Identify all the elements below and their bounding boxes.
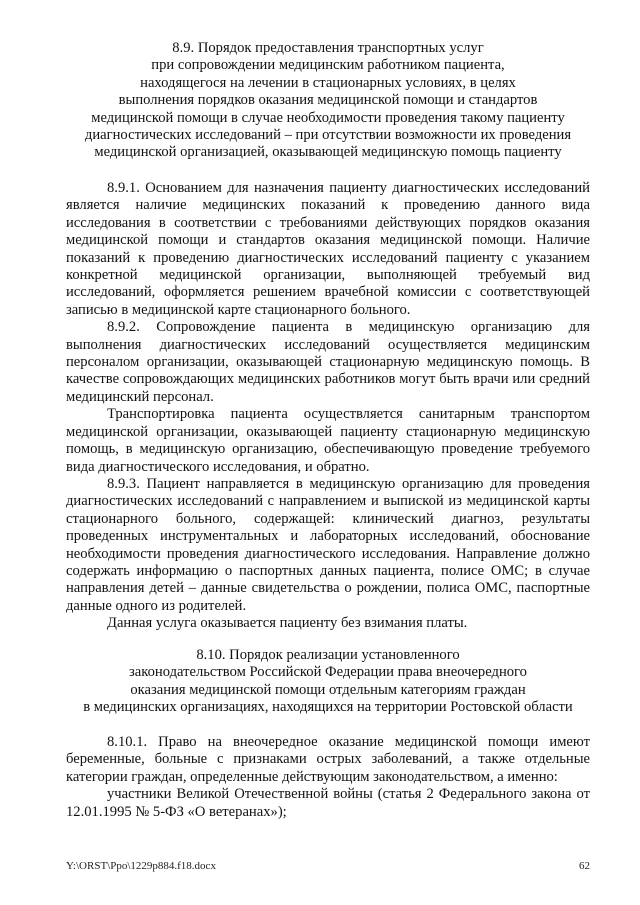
- paragraph-8-9-2: 8.9.2. Сопровождение пациента в медицинскую организацию для выполнения диагностических исследований осуществляется медицинским персоналом организации, оказывающей стационарную медицинскую помощь. В качестве сопровождающих медицинских работников могут быть врачи или средний медицинский персонал.: [66, 319, 590, 405]
- heading-line: оказания медицинской помощи отдельным категориям граждан: [130, 681, 526, 698]
- paragraph-8-9-3: 8.9.3. Пациент направляется в медицинскую организацию для проведения диагностических исследований с направлением и выпиской из медицинской карты стационарного больного, содержащей: клинический диагноз, результаты проведенных инструментальных и лабораторных исследований, обоснование необходимости проведения диагностического исследования. Направление должно содержать информацию о паспортных данных пациента, полисе ОМС; в случае направления детей – данные свидетельства о рождении, полиса ОМС, паспортные данные одного из родителей.: [66, 475, 590, 614]
- section-8-9-body: [66, 180, 590, 633]
- paragraph-free-service: Данная услуга оказывается пациенту без взимания платы.: [107, 615, 468, 632]
- paragraph-8-9-1: 8.9.1. Основанием для назначения пациенту диагностических исследований является наличие медицинских показаний к проведению данного вида исследования в соответствии с требованиями действующих порядков оказания медицинской помощи и стандартов оказания медицинской помощи. Наличие показаний к проведению диагностических исследований пациенту с указанием конкретной медицинской организации, выполняющей требуемый вид исследований, оформляется решением врачебной комиссии с соответствующей записью в медицинской карте стационарного больного.: [66, 180, 590, 318]
- heading-line: медицинской организацией, оказывающей медицинскую помощь пациенту: [94, 144, 562, 161]
- heading-line: 8.9. Порядок предоставления транспортных услуг: [172, 40, 484, 56]
- heading-line: диагностических исследований – при отсутствии возможности их проведения: [84, 127, 572, 144]
- section-8-10-body: [66, 734, 590, 821]
- heading-line: 8.10. Порядок реализации установленного: [196, 647, 460, 663]
- heading-line: при сопровождении медицинским работником пациента,: [151, 57, 505, 74]
- section-8-10-heading: [66, 647, 590, 717]
- page-number: 62: [579, 860, 590, 872]
- section-8-9-heading: [66, 40, 590, 162]
- page-footer: [66, 858, 590, 875]
- paragraph-veterans: участники Великой Отечественной войны (статья 2 Федерального закона от 12.01.1995 № 5-ФЗ «О ветеранах»);: [66, 786, 590, 820]
- heading-line: в медицинских организациях, находящихся на территории Ростовской области: [83, 699, 573, 716]
- heading-line: находящегося на лечении в стационарных условиях, в целях: [140, 74, 516, 91]
- heading-line: законодательством Российской Федерации права внеочередного: [129, 664, 527, 681]
- heading-line: выполнения порядков оказания медицинской помощи и стандартов: [118, 92, 538, 109]
- paragraph-8-10-1: 8.10.1. Право на внеочередное оказание медицинской помощи имеют беременные, больные с признаками острых заболеваний, а также отдельные категории граждан, определенные действующим законодательством, а именно:: [66, 734, 590, 785]
- heading-line: медицинской помощи в случае необходимости проведения такому пациенту: [91, 109, 565, 126]
- file-path: Y:\ORST\Ppo\1229p884.f18.docx: [66, 860, 216, 872]
- paragraph-transport: Транспортировка пациента осуществляется санитарным транспортом медицинской организации, оказывающей пациенту стационарную медицинскую помощь, в медицинскую организацию, обеспечивающую проведение требуемого вида диагностического исследования, и обратно.: [66, 406, 590, 475]
